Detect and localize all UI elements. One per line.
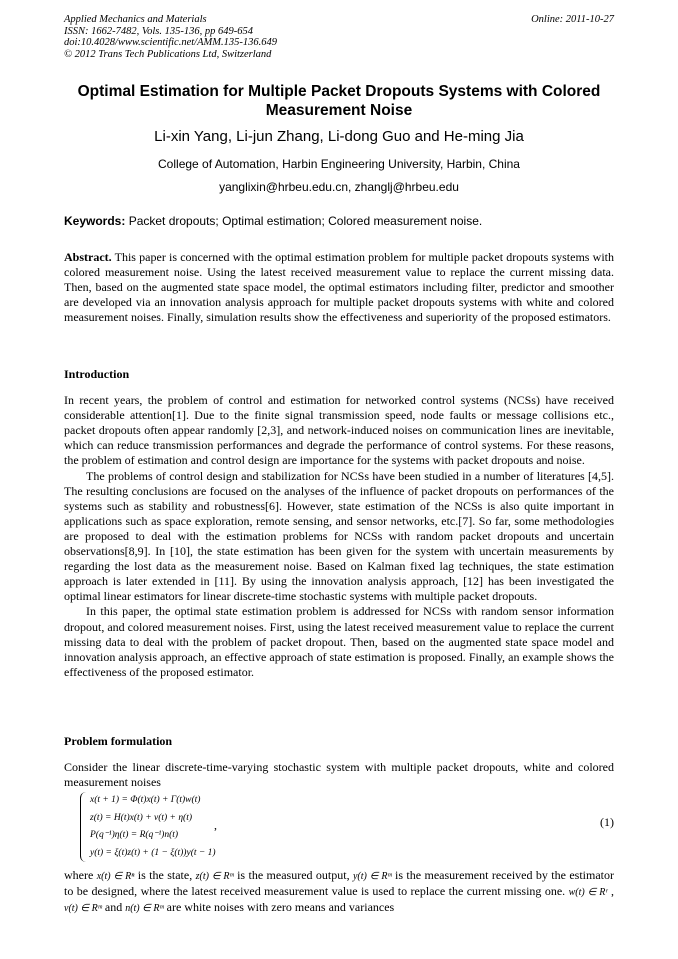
author-emails: yanglixin@hrbeu.edu.cn, zhanglj@hrbeu.edu	[219, 180, 459, 194]
problem-heading: Problem formulation	[64, 734, 173, 748]
abstract-label: Abstract.	[64, 250, 112, 264]
equation-lines	[90, 792, 216, 862]
problem-paragraph-2	[64, 868, 614, 916]
keywords-text: Packet dropouts; Optimal estimation; Colored measurement noise.	[125, 214, 483, 228]
problem-section	[64, 734, 614, 917]
equation-line-state: x(t + 1) = Φ(t)x(t) + Γ(t)w(t)	[90, 795, 201, 806]
equation-brace	[80, 792, 88, 862]
paper-title: Optimal Estimation for Multiple Packet Dropouts Systems with Colored Measurement Noise	[77, 83, 601, 119]
where-text: is the measurement received by the estimator to be designed, where the latest received measurement value is used to replace the current missing one.	[64, 868, 614, 899]
issn-line: ISSN: 1662-7482, Vols. 135-136, pp 649-654	[64, 25, 253, 37]
colored-noise-symbol: n(t) ∈ Rᵐ	[125, 903, 164, 915]
intro-paragraph-3: In this paper, the optimal state estimation problem is addressed for NCSs with random sensor information dropout, and colored measurement noises. First, using the latest received measurement value to replace the current missing data to deal with the problem of packet dropout. Then, based on the augmented state space model and innovation analysis approach, an effective approach of state estimation is proposed. Finally, an example shows the effectiveness of the proposed estimator.	[64, 604, 614, 679]
affiliation: College of Automation, Harbin Engineering University, Harbin, China	[158, 157, 520, 171]
equation-comma: ,	[214, 818, 217, 833]
keywords	[64, 214, 614, 229]
where-text: where	[64, 868, 97, 883]
introduction-heading: Introduction	[64, 367, 130, 381]
abstract	[64, 250, 614, 325]
equation-line-received: y(t) = ξ(t)z(t) + (1 − ξ(t))y(t − 1)	[90, 847, 216, 858]
received-symbol: y(t) ∈ Rᵐ	[352, 871, 392, 883]
where-text: is the measured output,	[233, 868, 353, 883]
online-date: Online: 2011-10-27	[531, 14, 614, 25]
intro-paragraph-2: The problems of control design and stabilization for NCSs have been studied in a number of literatures [4,5]. The resulting conclusions are focused on the analyses of the influence of packet dropouts on performances of the systems such as stability and robustness[6]. However, state estimation of the NCSs is also quite important in applications such as space exploration, remote sensing, and sensor networks, etc.[7]. So far, some methodologies are proposed to deal with the estimation problems for NCSs with random packet dropouts and uncertain observations[8,9]. In [10], the state estimation has been given for the system with uncertain measurements by regarding the lost data as the measurement noise. Based on Kalman fixed lag techniques, the state estimation approach is later extended in [11]. By using the innovation analysis approach, [12] has been investigated the optimal linear estimators for linear discrete-time stochastic systems with multiple packet dropouts.	[64, 468, 614, 604]
where-text: and	[101, 900, 126, 915]
author-list: Li-xin Yang, Li-jun Zhang, Li-dong Guo and He-ming Jia	[154, 128, 524, 145]
measurement-noise-symbol: v(t) ∈ Rᵐ	[64, 903, 102, 915]
copyright-line: © 2012 Trans Tech Publications Ltd, Switzerland	[64, 48, 272, 60]
journal-name: Applied Mechanics and Materials	[64, 14, 207, 25]
doi-line: doi:10.4028/www.scientific.net/AMM.135-136.649	[64, 37, 277, 48]
where-text: ,	[607, 884, 615, 899]
keywords-label: Keywords:	[64, 214, 126, 228]
where-text: are white noises with zero means and variances	[163, 900, 395, 915]
equation-1	[64, 792, 614, 866]
intro-paragraph-1: In recent years, the problem of control and estimation for networked control systems (NCSs) have received considerable attention[1]. Due to the finite signal transmission speed, node faults or message collisions etc., packet dropouts often appear randomly [2,3], and network-induced noises on communication lines are inevitable, which can reduce transmission performances and degrade the performance of control systems. For these reasons, the problem of estimation and control design are importance for the systems with packet dropouts and noise.	[64, 393, 614, 468]
introduction-section	[64, 367, 614, 680]
equation-line-output: z(t) = H(t)x(t) + v(t) + η(t)	[90, 812, 193, 823]
equation-number: (1)	[600, 815, 614, 830]
journal-header	[64, 14, 614, 60]
state-symbol: x(t) ∈ Rⁿ	[96, 871, 135, 883]
process-noise-symbol: w(t) ∈ Rʳ	[568, 887, 608, 899]
equation-line-colored-noise: P(q⁻¹)η(t) = R(q⁻¹)n(t)	[90, 830, 179, 841]
where-text: is the state,	[134, 868, 196, 883]
abstract-text: This paper is concerned with the optimal estimation problem for multiple packet dropouts systems with colored measurement noise. Using the latest received measurement value to replace the current missing data. Then, based on the augmented state space model, the optimal estimators including filter, predictor and smoother are developed via an innovation analysis approach for multiple packet dropouts systems with white and colored measurement noises. Finally, simulation results show the effectiveness and superiority of the proposed estimators.	[64, 250, 614, 325]
output-symbol: z(t) ∈ Rᵐ	[195, 871, 234, 883]
problem-paragraph-1: Consider the linear discrete-time-varying stochastic system with multiple packet dropouts, white and colored measurement noises	[64, 760, 614, 790]
